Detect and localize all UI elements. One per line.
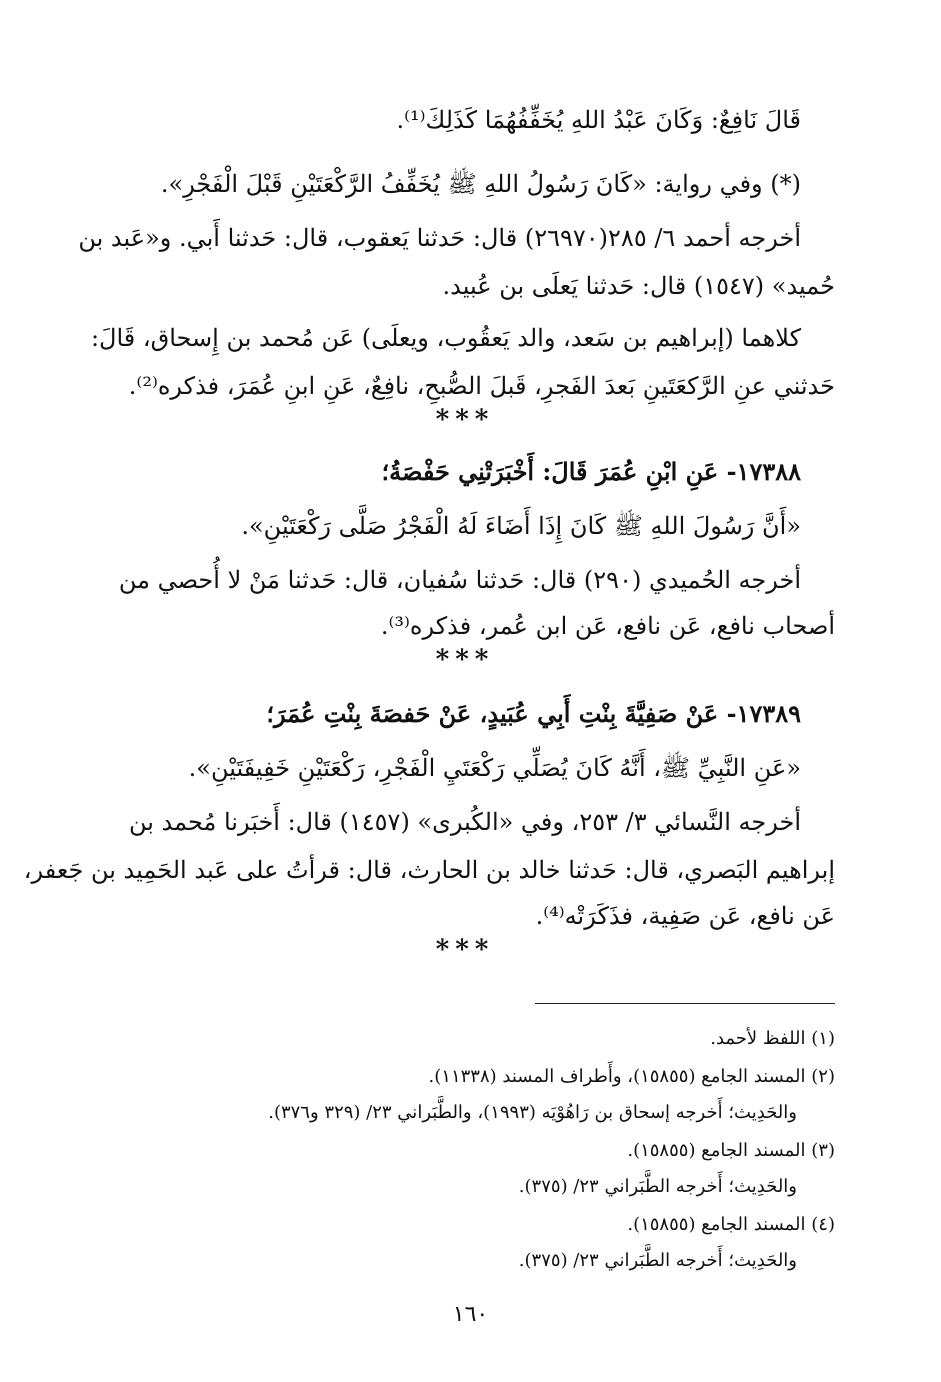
footnote: (٤) المسند الجامع (١٥٨٥٥). xyxy=(627,1214,835,1235)
footnote-rule xyxy=(535,1003,835,1004)
footnote-detail: والحَدِيث؛ أَخرجه إسحاق بن رَاهُوْيَه (١٩٩٣)، والطَّبَراني ٢٣/ (٣٢٩ و٣٧٦). xyxy=(268,1102,797,1123)
text-line: أخرجه أحمد ٦/ ٢٨٥(٢٦٩٧٠) قال: حَدثنا يَعقوب، قال: حَدثنا أَبي. و«عَبد بن xyxy=(78,224,801,252)
hadith-number-line: ١٧٣٨٩- عَنْ صَفِيَّةَ بِنْتِ أَبِي عُبَيدٍ، عَنْ حَفصَةَ بِنْتِ عُمَرَ؛ xyxy=(266,699,801,728)
text-line: عَن نافع، عَن صَفِية، فذَكَرَتْه⁽⁴⁾. xyxy=(535,902,835,930)
section-divider: *** xyxy=(435,935,495,965)
text-line: «عَنِ النَّبِيِّ ﷺ، أَنَّهُ كَانَ يُصَلِّي رَكْعَتَيِ الْفَجْرِ، رَكْعَتَيْنِ خَفِيفَتَيْنِ». xyxy=(188,754,801,782)
text-line: حُميد» (١٥٤٧) قال: حَدثنا يَعلَى بن عُبيد. xyxy=(442,272,835,300)
page-number: ١٦٠ xyxy=(452,1302,489,1327)
text-line: أصحاب نافع، عَن نافع، عَن ابن عُمر، فذكره⁽³⁾. xyxy=(380,612,835,640)
section-divider: *** xyxy=(435,405,495,435)
text-line: «أَنَّ رَسُولَ اللهِ ﷺ كَانَ إِذَا أَضَاءَ لَهُ الْفَجْرُ صَلَّى رَكْعَتَيْنِ». xyxy=(241,512,801,540)
text-line: قَالَ نَافِعٌ: وَكَانَ عَبْدُ اللهِ يُخَفِّفُهُمَا كَذَلِكَ⁽¹⁾. xyxy=(396,106,801,134)
text-line: حَدثني عنِ الرَّكعَتَينِ بَعدَ الفَجرِ، قَبلَ الصُّبحِ، نافِعٌ، عَنِ ابنِ عُمَرَ، فذكره⁽²⁾. xyxy=(128,372,835,400)
text-line: (*) وفي رواية: «كَانَ رَسُولُ اللهِ ﷺ يُخَفِّفُ الرَّكْعَتَيْنِ قَبْلَ الْفَجْرِ». xyxy=(160,170,801,198)
footnote-detail: والحَدِيث؛ أَخرجه الطَّبَراني ٢٣/ (٣٧٥). xyxy=(518,1250,797,1271)
section-divider: *** xyxy=(435,645,495,675)
text-line: كلاهما (إبراهيم بن سَعد، والد يَعقُوب، ويعلَى) عَن مُحمد بن إِسحاق، قَالَ: xyxy=(90,324,801,352)
text-line: أخرجه النَّسائي ٣/ ٢٥٣، وفي «الكُبرى» (١٤٥٧) قال: أَخبَرنا مُحمد بن xyxy=(128,808,801,836)
text-line: إبراهيم البَصري، قال: حَدثنا خالد بن الحارث، قال: قرأتُ على عَبد الحَمِيد بن جَعفر، xyxy=(23,856,835,884)
text-line: أخرجه الحُميدي (٢٩٠) قال: حَدثنا سُفيان، قال: حَدثنا مَنْ لا أُحصي من xyxy=(118,566,801,594)
footnote: (١) اللفظ لأحمد. xyxy=(710,1028,835,1049)
footnote-detail: والحَدِيث؛ أَخرجه الطَّبَراني ٢٣/ (٣٧٥). xyxy=(518,1176,797,1197)
footnote: (٢) المسند الجامع (١٥٨٥٥)، وأَطراف المسند (١١٣٣٨). xyxy=(428,1066,835,1087)
footnote: (٣) المسند الجامع (١٥٨٥٥). xyxy=(627,1140,835,1161)
hadith-number-line: ١٧٣٨٨- عَنِ ابْنِ عُمَرَ قَالَ: أَخْبَرَتْنِي حَفْصَةُ؛ xyxy=(381,457,801,486)
